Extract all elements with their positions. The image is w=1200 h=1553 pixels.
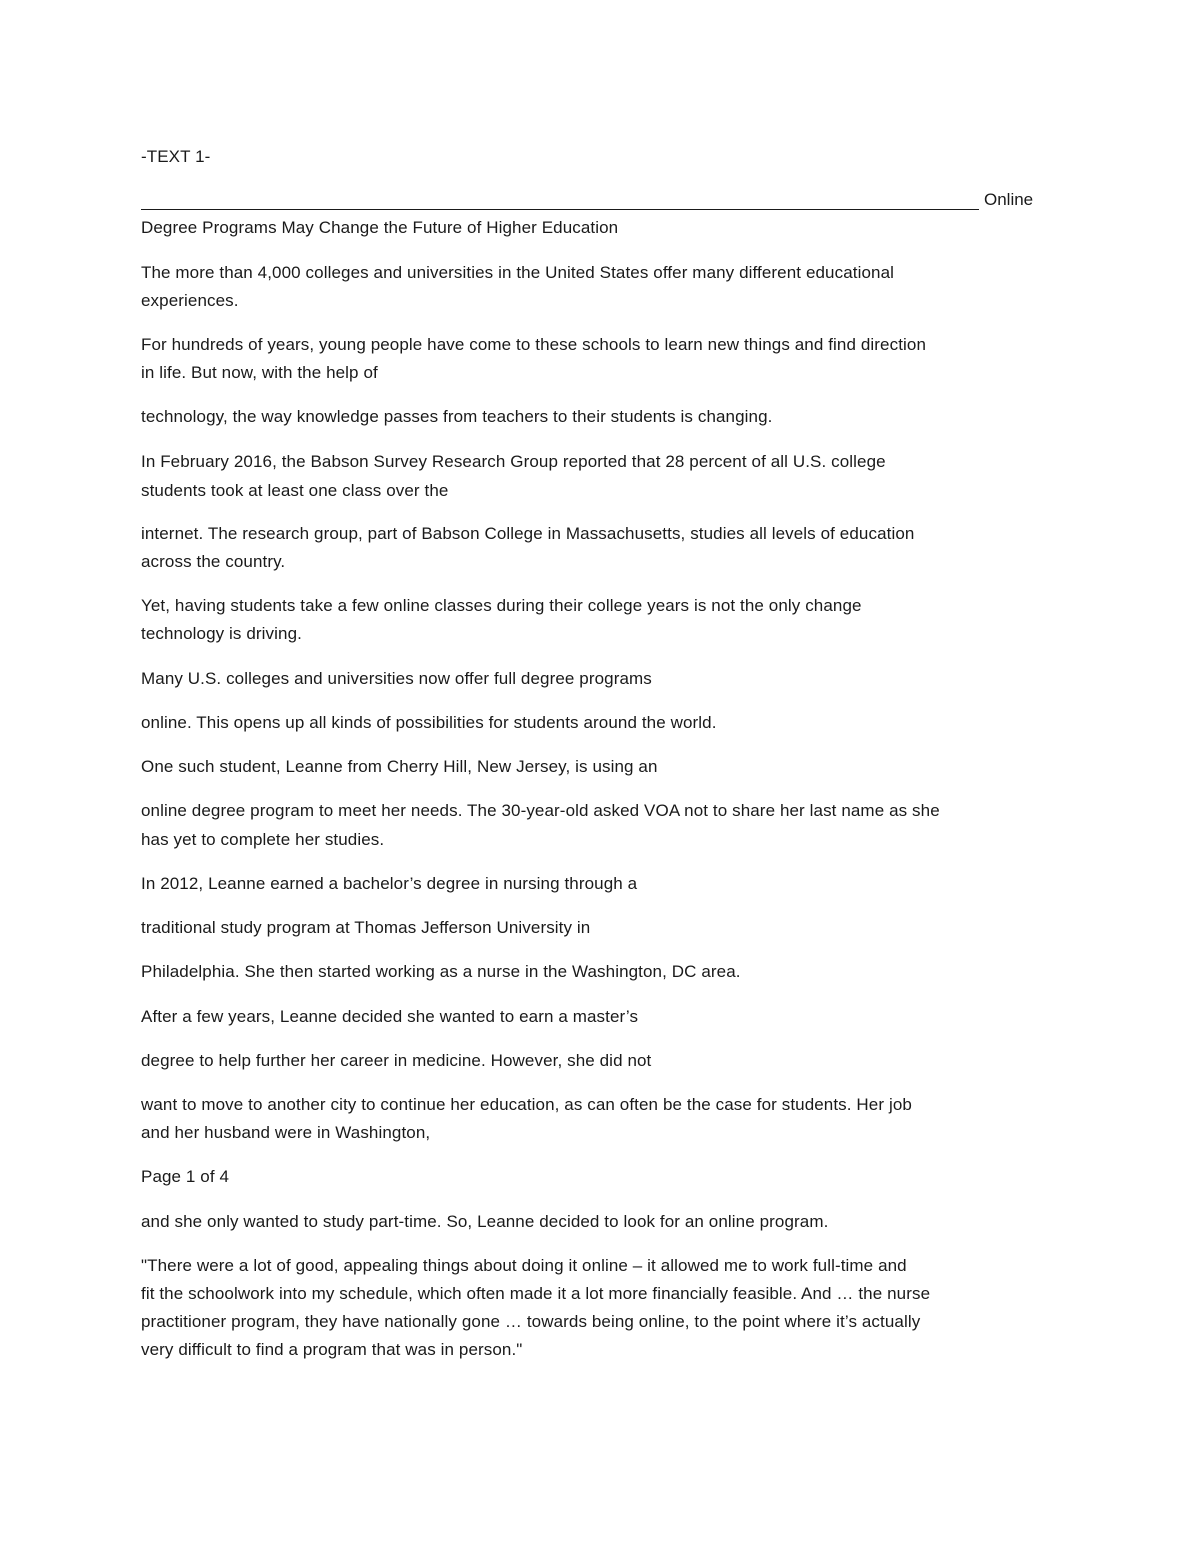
body-line: Philadelphia. She then started working as a nurse in the Washington, DC area. [141, 962, 741, 981]
quote-line: fit the schoolwork into my schedule, which often made it a lot more financially feasible. And … the nurse [141, 1284, 931, 1303]
document-header: -TEXT 1- [141, 147, 211, 166]
body-line: After a few years, Leanne decided she wanted to earn a master’s [141, 1007, 639, 1026]
body-line: technology, the way knowledge passes from teachers to their students is changing. [141, 407, 773, 426]
body-line: traditional study program at Thomas Jefferson University in [141, 918, 591, 937]
body-line: Many U.S. colleges and universities now offer full degree programs [141, 669, 652, 688]
page-number: Page 1 of 4 [141, 1167, 230, 1186]
body-line: experiences. [141, 291, 239, 310]
title-first-word: Online [984, 190, 1034, 209]
body-line: students took at least one class over the [141, 481, 449, 500]
body-line: technology is driving. [141, 624, 302, 643]
quote-line: practitioner program, they have nationally gone … towards being online, to the point where it’s actually [141, 1312, 921, 1331]
body-line: In February 2016, the Babson Survey Research Group reported that 28 percent of all U.S. college [141, 452, 886, 471]
body-line: online degree program to meet her needs. The 30-year-old asked VOA not to share her last name as she [141, 801, 940, 820]
body-line: online. This opens up all kinds of possibilities for students around the world. [141, 713, 717, 732]
body-line: The more than 4,000 colleges and universities in the United States offer many different educational [141, 263, 895, 282]
title-underline-rule [141, 209, 979, 210]
body-line: has yet to complete her studies. [141, 830, 385, 849]
body-line: across the country. [141, 552, 286, 571]
quote-line: very difficult to find a program that was in person." [141, 1340, 523, 1359]
body-line: In 2012, Leanne earned a bachelor’s degree in nursing through a [141, 874, 638, 893]
quote-line: "There were a lot of good, appealing things about doing it online – it allowed me to work full-time and [141, 1256, 907, 1275]
body-line: in life. But now, with the help of [141, 363, 378, 382]
body-line: want to move to another city to continue her education, as can often be the case for students. Her job [141, 1095, 912, 1114]
body-line: Yet, having students take a few online classes during their college years is not the only change [141, 596, 862, 615]
body-line: For hundreds of years, young people have come to these schools to learn new things and find direction [141, 335, 927, 354]
body-line: internet. The research group, part of Babson College in Massachusetts, studies all levels of education [141, 524, 915, 543]
document-title: Degree Programs May Change the Future of Higher Education [141, 218, 619, 237]
body-line: and she only wanted to study part-time. So, Leanne decided to look for an online program. [141, 1212, 829, 1231]
body-line: and her husband were in Washington, [141, 1123, 431, 1142]
body-line: degree to help further her career in medicine. However, she did not [141, 1051, 652, 1070]
body-line: One such student, Leanne from Cherry Hill, New Jersey, is using an [141, 757, 658, 776]
